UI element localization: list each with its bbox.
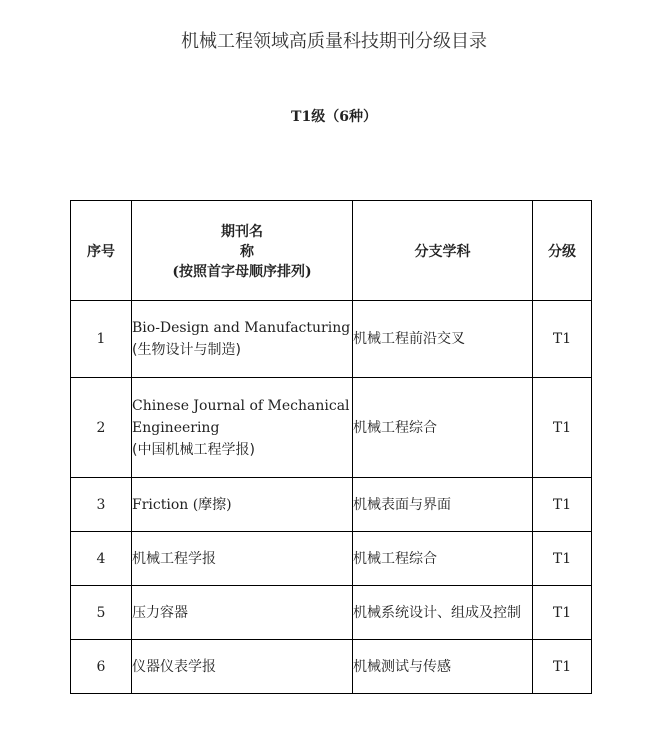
row-journal-name (132, 378, 353, 478)
page-title: 机械工程领域高质量科技期刊分级目录 (181, 31, 487, 52)
row-subject: 机械测试与传感 (353, 640, 533, 694)
row-subject: 机械系统设计、组成及控制 (353, 586, 533, 640)
table-row (71, 532, 592, 586)
header-subject: 分支学科 (353, 201, 533, 301)
table-row (71, 586, 592, 640)
row-journal-name: 压力容器 (132, 586, 353, 640)
row-grade: T1 (533, 640, 592, 694)
row-subject: 机械工程前沿交叉 (353, 301, 533, 378)
journal-table (70, 200, 592, 694)
journal-name-en: Bio-Design and Manufacturing (132, 320, 351, 336)
row-index: 5 (71, 586, 132, 640)
row-grade: T1 (533, 301, 592, 378)
row-index: 3 (71, 478, 132, 532)
header-row (71, 201, 592, 301)
level-heading: T1级（6种） (291, 109, 377, 125)
row-grade: T1 (533, 532, 592, 586)
table-row (71, 301, 592, 378)
journal-name-en: Friction (摩擦) (132, 496, 232, 513)
row-grade: T1 (533, 478, 592, 532)
row-subject: 机械工程综合 (353, 378, 533, 478)
header-index: 序号 (71, 201, 132, 301)
row-journal-name (132, 301, 353, 378)
journal-name-zh: (中国机械工程学报) (132, 441, 255, 458)
table-row (71, 478, 592, 532)
table-row (71, 640, 592, 694)
row-index: 6 (71, 640, 132, 694)
header-journal-name (132, 201, 353, 301)
header-journal-line1: 期刊名 (221, 223, 263, 240)
row-grade: T1 (533, 378, 592, 478)
row-index: 2 (71, 378, 132, 478)
header-journal-line3: (按照首字母顺序排列) (172, 263, 312, 280)
journal-name-en: Chinese Journal of Mechanical Engineering (132, 397, 350, 436)
row-journal-name (132, 478, 353, 532)
row-subject: 机械工程综合 (353, 532, 533, 586)
journal-name-zh: (生物设计与制造) (132, 342, 241, 358)
row-index: 4 (71, 532, 132, 586)
table-row (71, 378, 592, 478)
header-journal-line2: 称 (240, 243, 254, 260)
row-journal-name: 仪器仪表学报 (132, 640, 353, 694)
header-grade: 分级 (533, 201, 592, 301)
row-grade: T1 (533, 586, 592, 640)
row-index: 1 (71, 301, 132, 378)
row-subject: 机械表面与界面 (353, 478, 533, 532)
row-journal-name: 机械工程学报 (132, 532, 353, 586)
